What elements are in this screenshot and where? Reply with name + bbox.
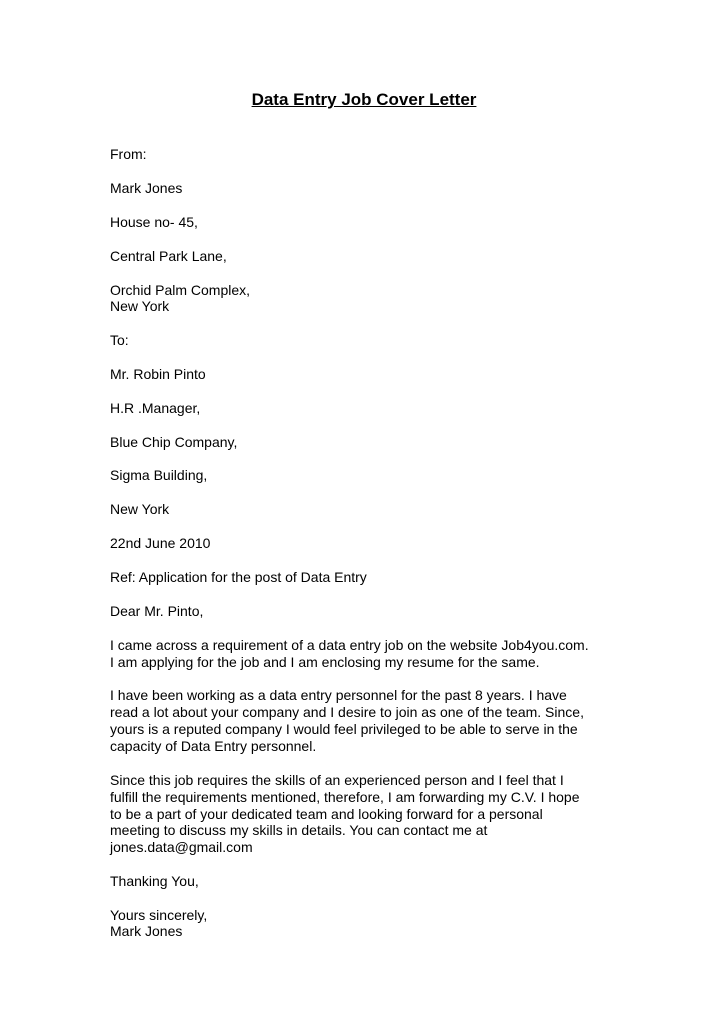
thanks-line: Thanking You, xyxy=(110,873,199,889)
paragraph-3-line: to be a part of your dedicated team and looking forward for a personal xyxy=(110,806,543,822)
sender-name: Mark Jones xyxy=(110,180,183,196)
paragraph-2-line: capacity of Data Entry personnel. xyxy=(110,738,317,754)
contact-email: jones.data@gmail.com xyxy=(110,839,253,855)
paragraph-2-line: I have been working as a data entry personnel for the past 8 years. I have xyxy=(110,687,567,703)
sender-house: House no- 45, xyxy=(110,214,198,230)
sender-street: Central Park Lane, xyxy=(110,248,227,264)
recipient-city: New York xyxy=(110,501,170,517)
recipient-building: Sigma Building, xyxy=(110,467,208,483)
paragraph-3-line: meeting to discuss my skills in details. You can contact me at xyxy=(110,822,488,838)
page-title: Data Entry Job Cover Letter xyxy=(251,90,477,109)
from-label: From: xyxy=(110,146,147,162)
recipient-company: Blue Chip Company, xyxy=(110,434,238,450)
paragraph-1-line: I am applying for the job and I am enclosing my resume for the same. xyxy=(110,654,540,670)
signature-name: Mark Jones xyxy=(110,923,183,939)
recipient-name: Mr. Robin Pinto xyxy=(110,366,206,382)
paragraph-3-line: fulfill the requirements mentioned, therefore, I am forwarding my C.V. I hope xyxy=(110,789,580,805)
reference-line: Ref: Application for the post of Data Entry xyxy=(110,569,367,585)
paragraph-2-line: read a lot about your company and I desire to join as one of the team. Since, xyxy=(110,704,584,720)
recipient-title: H.R .Manager, xyxy=(110,400,201,416)
letter-date: 22nd June 2010 xyxy=(110,535,211,551)
sender-city: New York xyxy=(110,298,170,314)
paragraph-3-line: Since this job requires the skills of an experienced person and I feel that I xyxy=(110,772,564,788)
sender-complex: Orchid Palm Complex, xyxy=(110,282,251,298)
to-label: To: xyxy=(110,332,129,348)
closing-line: Yours sincerely, xyxy=(110,907,208,923)
paragraph-1-line: I came across a requirement of a data entry job on the website Job4you.com. xyxy=(110,637,589,653)
paragraph-2-line: yours is a reputed company I would feel privileged to be able to serve in the xyxy=(110,721,578,737)
salutation: Dear Mr. Pinto, xyxy=(110,603,204,619)
